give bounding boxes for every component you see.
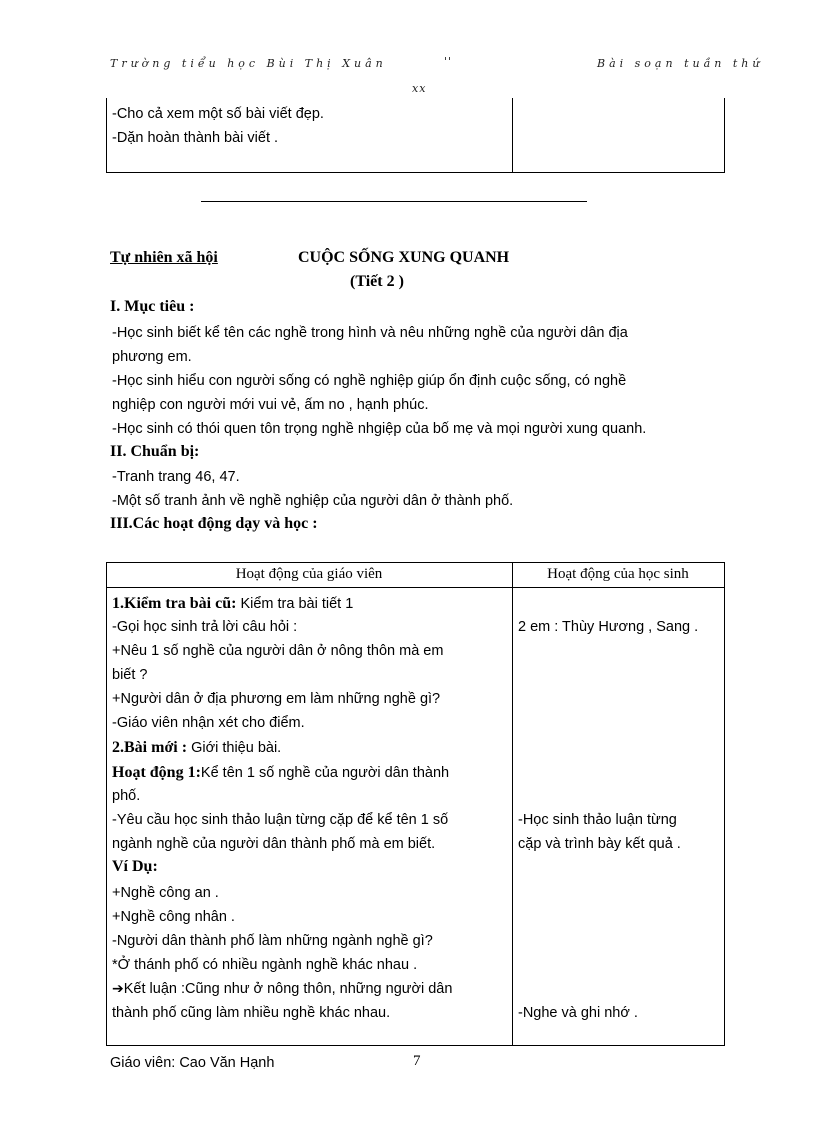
teacher-line: *Ở thánh phố có nhiều ngành nghề khác nhau . [112, 957, 418, 973]
top-table-bottom-border [106, 172, 725, 173]
arrow-icon: ➔ [112, 981, 124, 997]
teacher-line: +Nghề công nhân . [112, 909, 235, 925]
objective-line: -Học sinh biết kể tên các nghề trong hình và nêu những nghề của người dân địa [112, 325, 628, 341]
objective-line: nghiệp con người mới vui vẻ, ấm no , hạnh phúc. [112, 397, 429, 413]
conclusion-text: Kết luận :Cũng như ở nông thôn, những người dân [123, 981, 453, 997]
header-mark: '' [444, 55, 453, 68]
subject-label: Tự nhiên xã hội [110, 249, 218, 266]
col-header-teacher: Hoạt động của giáo viên [235, 566, 383, 582]
prep-heading: II. Chuẩn bị: [110, 443, 200, 460]
lesson-period: (Tiết 2 ) [350, 273, 404, 290]
hd-label: Hoạt động 1: [112, 764, 201, 781]
footer-teacher: Giáo viên: Cao Văn Hạnh [110, 1055, 275, 1071]
section-divider [201, 201, 587, 202]
page-number: 7 [413, 1053, 421, 1069]
table-header-border [106, 587, 725, 588]
kt-text: Kiểm tra bài tiết 1 [236, 596, 354, 612]
teacher-row [112, 592, 353, 616]
bm-text: Giới thiệu bài. [187, 740, 282, 756]
top-table-mid-border [512, 98, 513, 172]
objective-line: phương em. [112, 349, 192, 365]
top-table-line: -Cho cả xem một số bài viết đẹp. [112, 106, 324, 122]
teacher-line: -Yêu cầu học sinh thảo luận từng cặp để kể tên 1 số [112, 812, 449, 828]
teacher-line: biết ? [112, 667, 148, 683]
example-label: Ví Dụ: [112, 858, 158, 875]
objective-line: -Học sinh hiểu con người sống có nghề nghiệp giúp ổn định cuộc sống, có nghề [112, 373, 627, 389]
prep-line: -Một số tranh ảnh về nghề nghiệp của người dân ở thành phố. [112, 493, 514, 509]
teacher-line: ngành nghề của người dân thành phố mà em biết. [112, 836, 436, 852]
teacher-line: +Người dân ở địa phương em làm những nghề gì? [112, 691, 441, 707]
student-line: cặp và trình bày kết quả . [518, 836, 681, 852]
teacher-line: -Giáo viên nhận xét cho điểm. [112, 715, 305, 731]
table-mid-border [512, 562, 513, 1046]
objectives-heading: I. Mục tiêu : [110, 298, 195, 315]
teacher-line: +Nêu 1 số nghề của người dân ở nông thôn mà em [112, 643, 444, 659]
table-top-border [106, 562, 725, 563]
top-table-right-border [724, 98, 725, 172]
table-right-border [724, 562, 725, 1046]
teacher-row [112, 736, 281, 760]
teacher-row [112, 978, 452, 1001]
activities-heading: III.Các hoạt động dạy và học : [110, 515, 318, 532]
top-table-line: -Dặn hoàn thành bài viết . [112, 130, 279, 146]
teacher-line: -Gọi học sinh trả lời câu hỏi : [112, 619, 298, 635]
hd-text: Kể tên 1 số nghề của người dân thành [200, 765, 450, 781]
bm-label: 2.Bài mới : [112, 739, 188, 756]
table-bottom-border [106, 1045, 725, 1046]
header-week: Bài soạn tuần thứ [597, 57, 764, 70]
header-sub: xx [412, 82, 427, 95]
student-line: -Học sinh thảo luận từng [518, 812, 677, 828]
col-header-student: Hoạt động của học sinh [547, 566, 689, 582]
teacher-line: thành phố cũng làm nhiều nghề khác nhau. [112, 1005, 391, 1021]
teacher-row [112, 761, 449, 785]
student-line: -Nghe và ghi nhớ . [518, 1005, 638, 1021]
header-school: Trường tiểu học Bùi Thị Xuân [110, 57, 387, 70]
teacher-line: phố. [112, 788, 141, 804]
student-line: 2 em : Thùy Hương , Sang . [518, 619, 699, 635]
kt-label: 1.Kiểm tra bài cũ: [112, 595, 237, 612]
objective-line: -Học sinh có thói quen tôn trọng nghề nhgiệp của bố mẹ và mọi người xung quanh. [112, 421, 647, 437]
top-table-left-border [106, 98, 107, 172]
teacher-line: +Nghề công an . [112, 885, 219, 901]
teacher-line: -Người dân thành phố làm những ngành nghề gì? [112, 933, 433, 949]
lesson-title: CUỘC SỐNG XUNG QUANH [298, 249, 510, 266]
table-left-border [106, 562, 107, 1046]
prep-line: -Tranh trang 46, 47. [112, 469, 240, 485]
